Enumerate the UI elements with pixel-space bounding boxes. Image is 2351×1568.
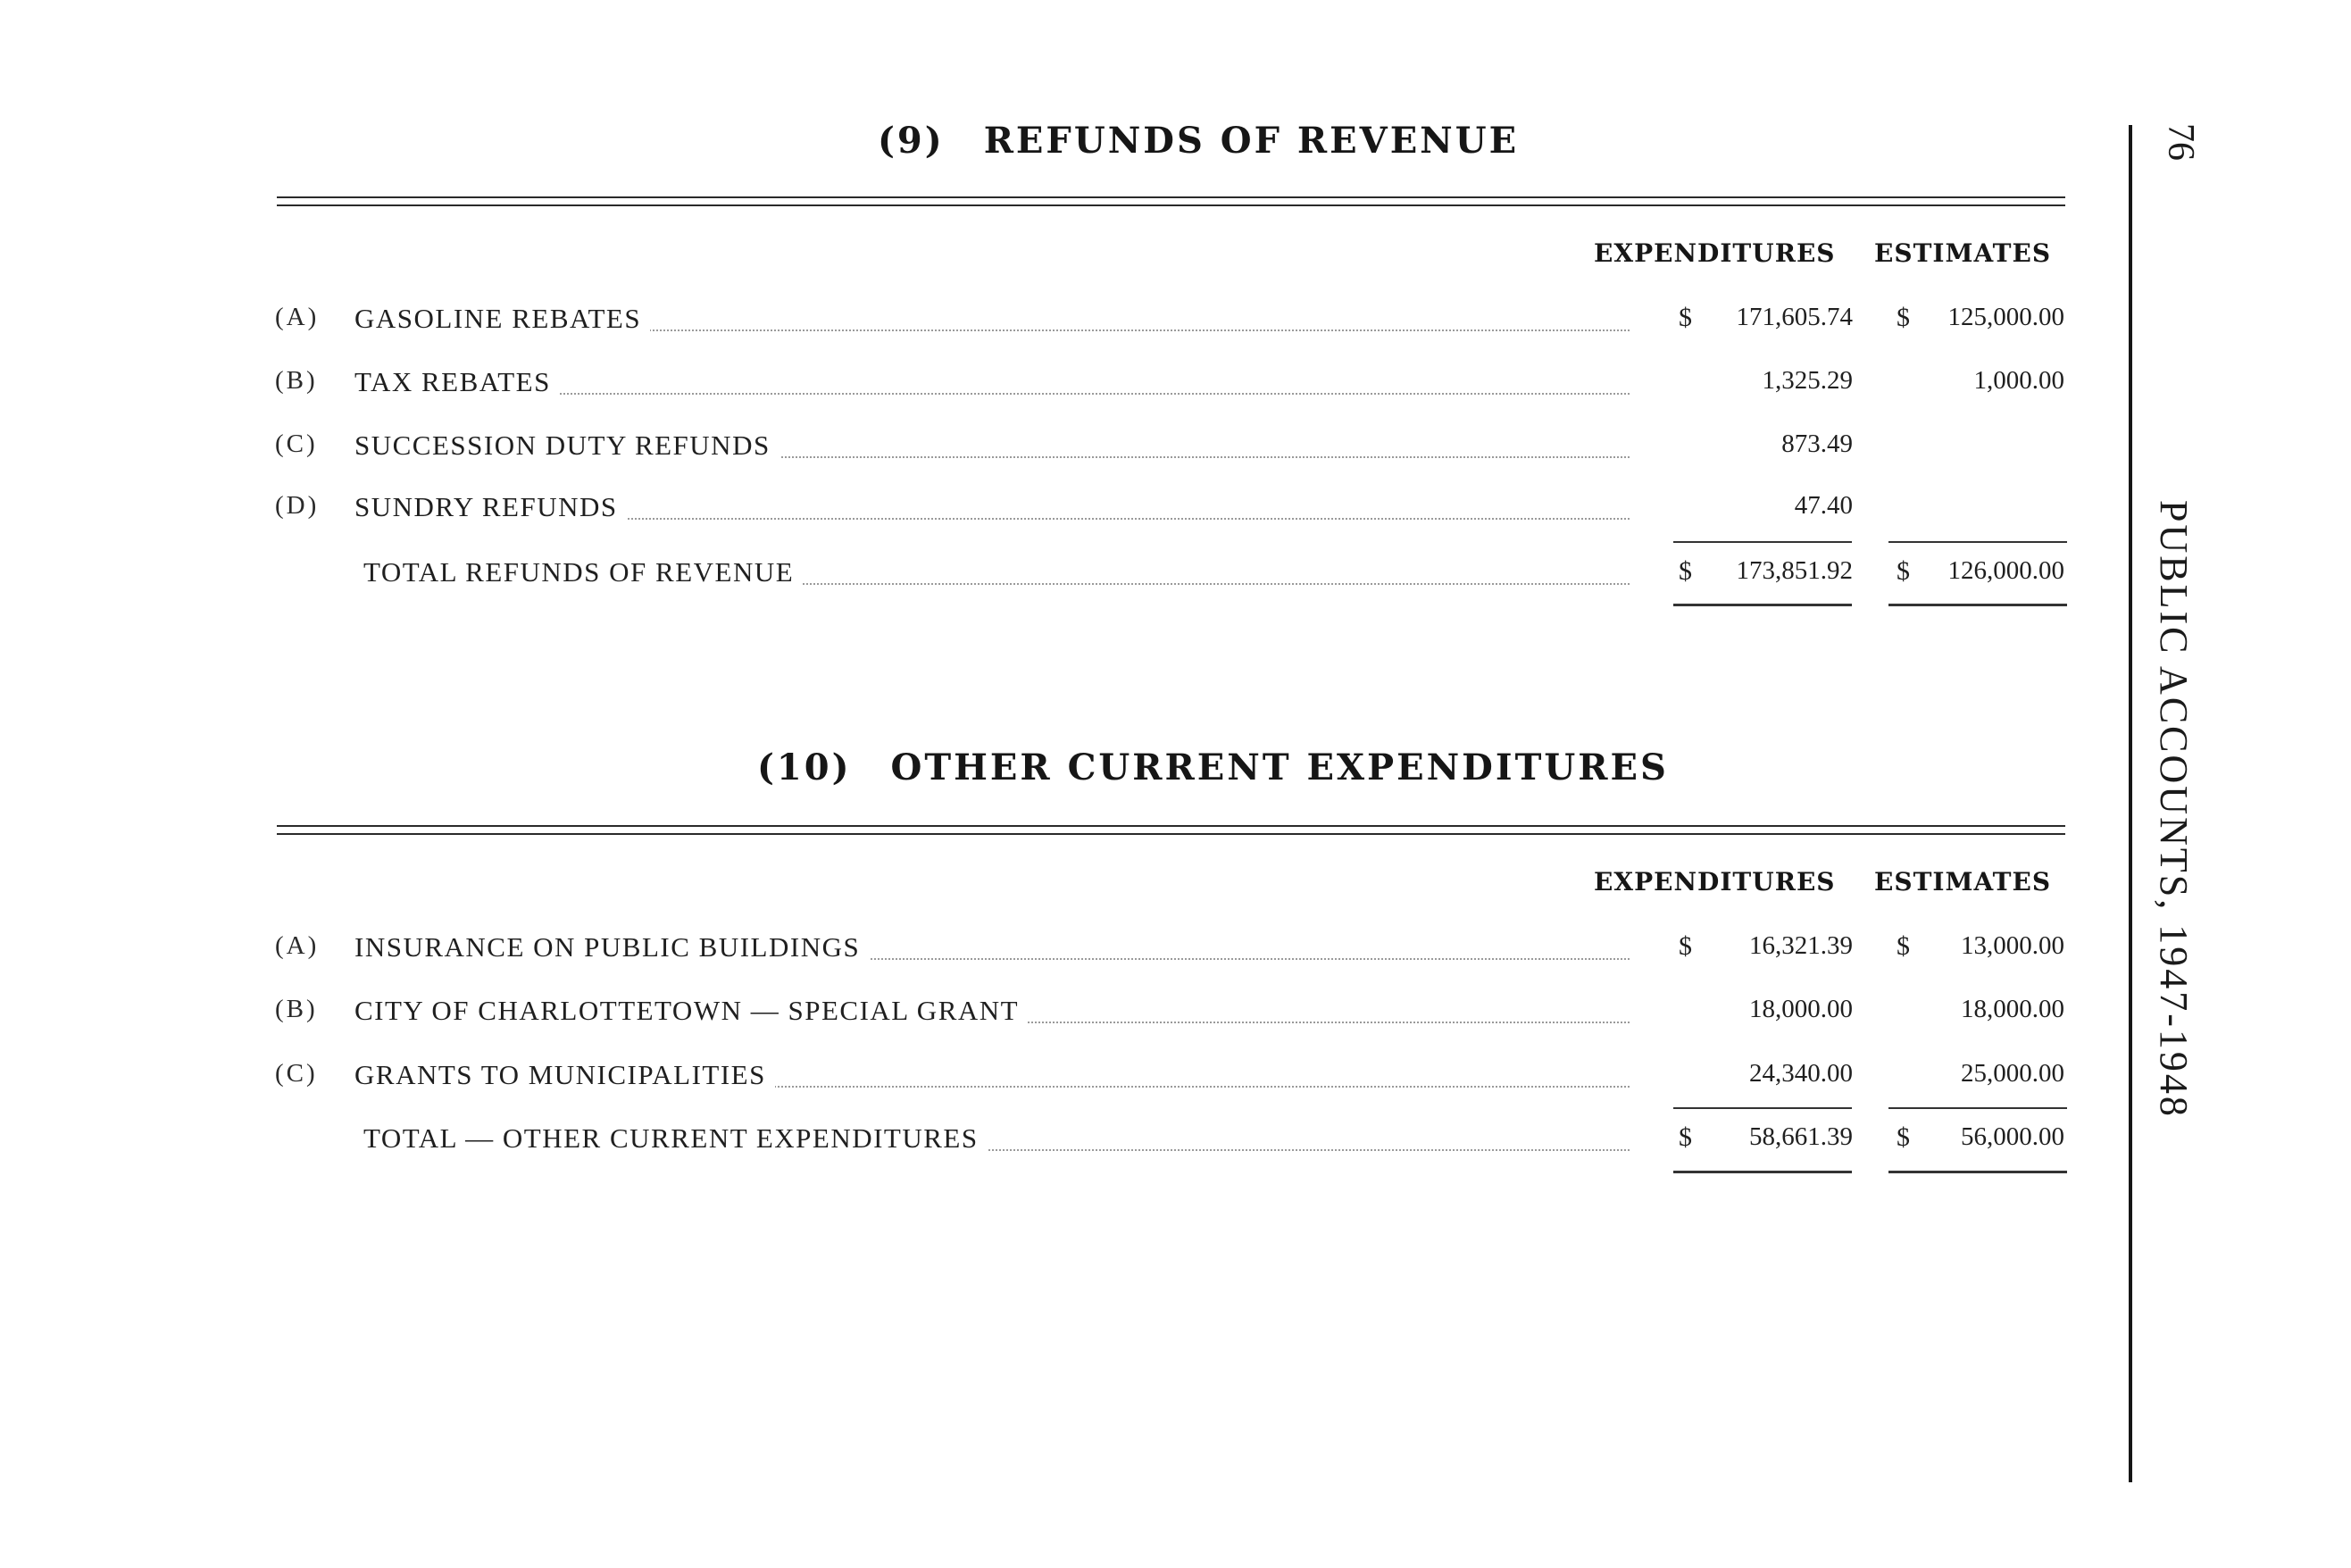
total-expenditure-amount: 173,851.92 (1736, 556, 1853, 585)
expenditure-amount: 24,340.00 (1749, 1059, 1853, 1088)
expenditure-amount: 16,321.39 (1749, 931, 1853, 960)
section-9-heading: REFUNDS OF REVENUE (983, 120, 1520, 162)
estimate-total-rule (1888, 604, 2067, 606)
row-description: INSURANCE ON PUBLIC BUILDINGS (354, 931, 869, 963)
expenditure-currency: $ (1679, 931, 1692, 961)
expenditure-amount: 18,000.00 (1749, 995, 1853, 1023)
total-row (268, 551, 2072, 596)
expenditure-subtotal-rule (1673, 541, 1852, 543)
row-letter: (A) (275, 303, 320, 331)
total-estimate-amount: 56,000.00 (1961, 1122, 2064, 1151)
expenditure-amount: 1,325.29 (1762, 366, 1853, 395)
expenditure-currency: $ (1679, 556, 1692, 586)
estimate-amount: 1,000.00 (1973, 366, 2064, 395)
section-9-number: (9) (878, 120, 945, 162)
table-row (268, 1054, 2072, 1098)
section-9-estimates-header: ESTIMATES (1874, 238, 2052, 268)
estimate-currency: $ (1897, 556, 1910, 586)
section-10-expenditures-header: EXPENDITURES (1594, 867, 1836, 897)
table-row (268, 926, 2072, 971)
row-letter: (D) (275, 491, 320, 520)
estimate-currency: $ (1897, 303, 1910, 332)
running-title: PUBLIC ACCOUNTS, 1947-1948 (2152, 500, 2196, 1119)
total-estimate-amount: 126,000.00 (1947, 556, 2064, 585)
table-row (268, 361, 2072, 405)
row-letter: (C) (275, 1059, 318, 1088)
section-10-title (757, 746, 1669, 788)
table-row (268, 989, 2072, 1034)
section-9-expenditures-header: EXPENDITURES (1594, 238, 1836, 268)
row-letter: (A) (275, 931, 320, 960)
estimate-currency: $ (1897, 1122, 1910, 1152)
row-description: GASOLINE REBATES (354, 303, 650, 335)
binding-margin-rule (2129, 125, 2132, 1482)
row-letter: (C) (275, 430, 318, 458)
row-letter: (B) (275, 995, 318, 1023)
estimate-subtotal-rule (1888, 541, 2067, 543)
estimate-amount: 125,000.00 (1947, 303, 2064, 331)
estimate-amount: 25,000.00 (1961, 1059, 2064, 1088)
estimate-total-rule (1888, 1171, 2067, 1173)
expenditure-total-rule (1673, 1171, 1852, 1173)
row-description: GRANTS TO MUNICIPALITIES (354, 1059, 775, 1091)
estimate-amount: 13,000.00 (1961, 931, 2064, 960)
estimate-currency: $ (1897, 931, 1910, 961)
page-number: 76 (2160, 123, 2201, 161)
row-description: SUNDRY REFUNDS (354, 491, 627, 523)
expenditure-amount: 873.49 (1781, 430, 1853, 458)
row-description: SUCCESSION DUTY REFUNDS (354, 430, 779, 462)
section-9-rule-bottom (277, 204, 2065, 206)
expenditure-currency: $ (1679, 1122, 1692, 1152)
table-row (268, 297, 2072, 342)
estimate-amount: 18,000.00 (1961, 995, 2064, 1023)
expenditure-amount: 171,605.74 (1736, 303, 1853, 331)
section-10-rule-top (277, 825, 2065, 827)
total-row (268, 1117, 2072, 1162)
total-expenditure-amount: 58,661.39 (1749, 1122, 1853, 1151)
row-letter: (B) (275, 366, 318, 395)
section-10-number: (10) (757, 746, 852, 788)
expenditure-currency: $ (1679, 303, 1692, 332)
row-description: CITY OF CHARLOTTETOWN — SPECIAL GRANT (354, 995, 1028, 1027)
section-10-estimates-header: ESTIMATES (1874, 867, 2052, 897)
estimate-subtotal-rule (1888, 1107, 2067, 1109)
expenditure-subtotal-rule (1673, 1107, 1852, 1109)
section-9-title (878, 120, 1519, 162)
total-description: TOTAL — OTHER CURRENT EXPENDITURES (363, 1122, 988, 1155)
row-description: TAX REBATES (354, 366, 560, 398)
section-9-rule-top (277, 196, 2065, 198)
section-10-rule-bottom (277, 833, 2065, 835)
expenditure-amount: 47.40 (1794, 491, 1853, 520)
total-description: TOTAL REFUNDS OF REVENUE (363, 556, 803, 588)
expenditure-total-rule (1673, 604, 1852, 606)
section-10-heading: OTHER CURRENT EXPENDITURES (890, 746, 1669, 788)
table-row (268, 424, 2072, 469)
table-row (268, 486, 2072, 530)
